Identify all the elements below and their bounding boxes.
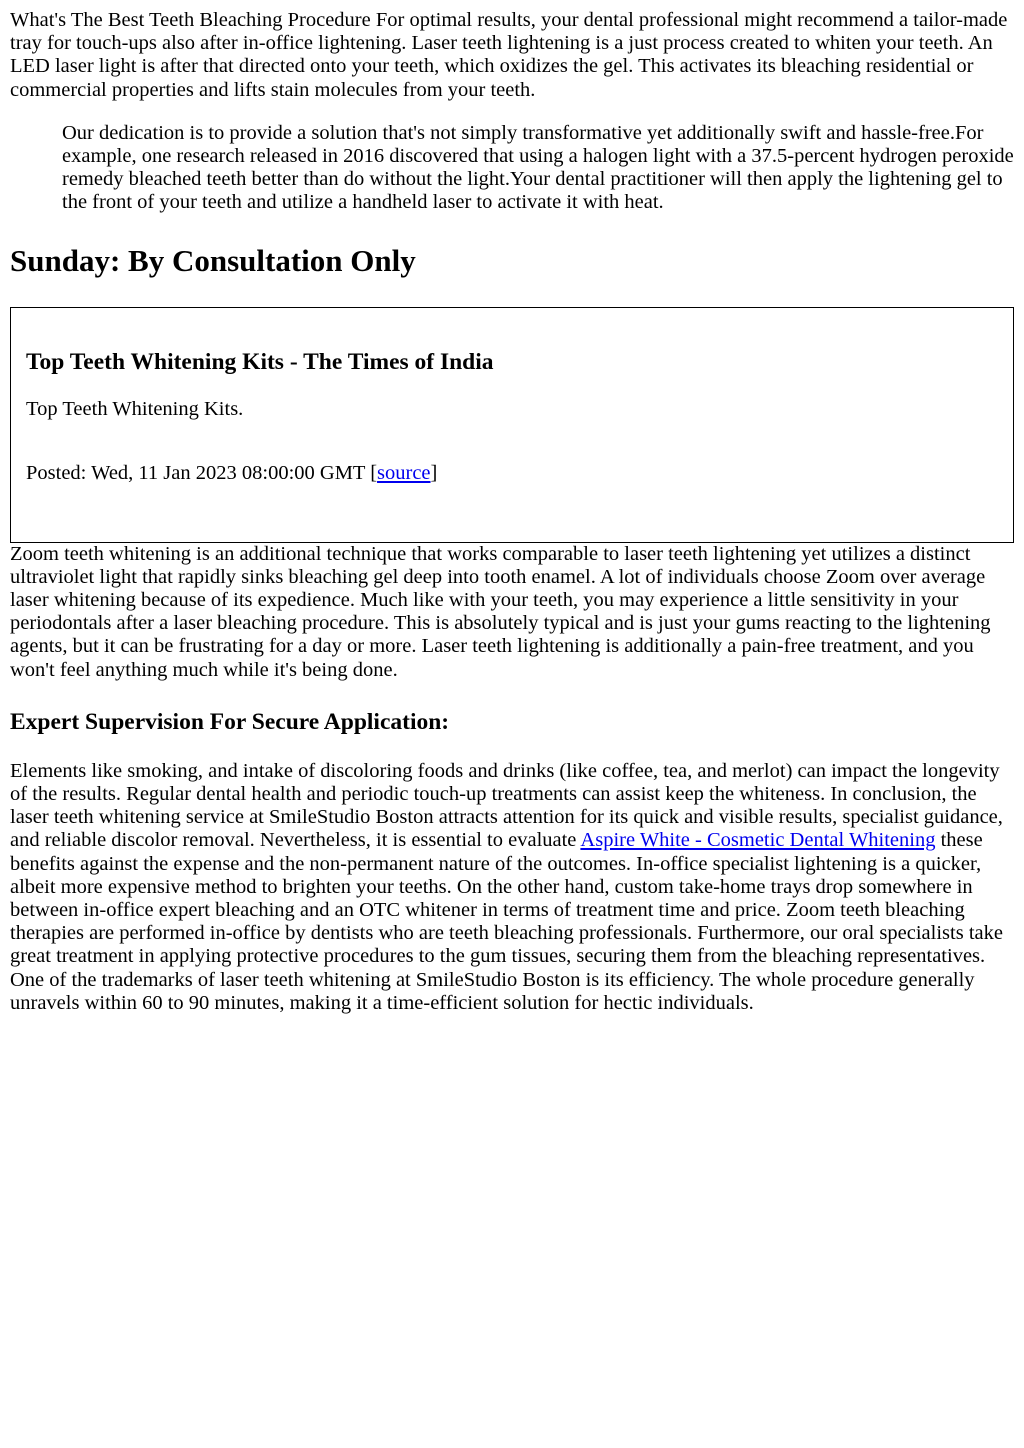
zoom-paragraph: Zoom teeth whitening is an additional technique that works comparable to laser teeth lightening yet utilizes a distinct ultraviolet light that rapidly sinks bleaching gel deep into tooth enamel. A lot of individuals choose Zoom over average laser whitening because of its expedience. Much like with your teeth, you may experience a little sensitivity in your periodontals after a laser bleaching procedure. This is absolutely typical and is just your gums reacting to the lightening agents, but it can be frustrating for a day or more. Laser teeth lightening is additionally a pain-free treatment, and you won't feel anything much while it's being done. (10, 542, 991, 681)
news-title: Top Teeth Whitening Kits - The Times of India (26, 348, 494, 375)
quote-paragraph: Our dedication is to provide a solution that's not simply transformative yet additionally swift and hassle-free.For example, one research released in 2016 discovered that using a halogen light with a 37.5-percent hydrogen peroxide remedy bleached teeth better than do without the light.Your dental practitioner will then apply the lightening gel to the front of your teeth and utilize a handheld laser to activate it with heat. (62, 121, 1014, 214)
news-summary: Top Teeth Whitening Kits. (26, 397, 244, 420)
aspire-white-link[interactable]: Aspire White - Cosmetic Dental Whitening (580, 829, 936, 852)
blockquote (62, 122, 1014, 215)
section-heading: Expert Supervision For Secure Application: (10, 708, 450, 735)
main-heading: Sunday: By Consultation Only (10, 242, 416, 278)
intro-paragraph: What's The Best Teeth Bleaching Procedure For optimal results, your dental professional might recommend a tailor-made tray for touch-ups also after in-office lightening. Laser teeth lightening is a just process created to whiten your teeth. An LED laser light is after that directed onto your teeth, which oxidizes the gel. This activates its bleaching residential or commercial properties and lifts stain molecules from your teeth. (10, 9, 1008, 101)
news-card (10, 307, 1014, 543)
news-posted-date: Posted: Wed, 11 Jan 2023 08:00:00 GMT [ (26, 461, 378, 484)
final-text-after-link: these benefits against the expense and the non-permanent nature of the outcomes. In-office specialist lightening is a quicker, albeit more expensive method to brighten your teeths. On the other hand, custom take-home trays drop somewhere in between in-office expert bleaching and an OTC whitener in terms of treatment time and price. Zoom teeth bleaching therapies are performed in-office by dentists who are teeth bleaching professionals. Furthermore, our oral specialists take great treatment in applying protective procedures to the gum tissues, securing them from the bleaching representatives. One of the trademarks of laser teeth whitening at SmileStudio Boston is its efficiency. The whole procedure generally unravels within 60 to 90 minutes, making it a time-efficient solution for hectic individuals. (10, 829, 1003, 1014)
source-link[interactable]: source (377, 461, 431, 484)
news-posted-line (26, 462, 998, 485)
news-posted-close: ] (430, 461, 438, 484)
final-text-before-link: Elements like smoking, and intake of discoloring foods and drinks (like coffee, tea, and merlot) can impact the longevity of the results. Regular dental health and periodic touch-up treatments can assist keep the whiteness. In conclusion, the laser teeth whitening service at SmileStudio Boston attracts attention for its quick and visible results, specialist guidance, and reliable discolor removal. Nevertheless, it is essential to evaluate (10, 759, 1003, 852)
final-paragraph (10, 760, 1014, 1015)
